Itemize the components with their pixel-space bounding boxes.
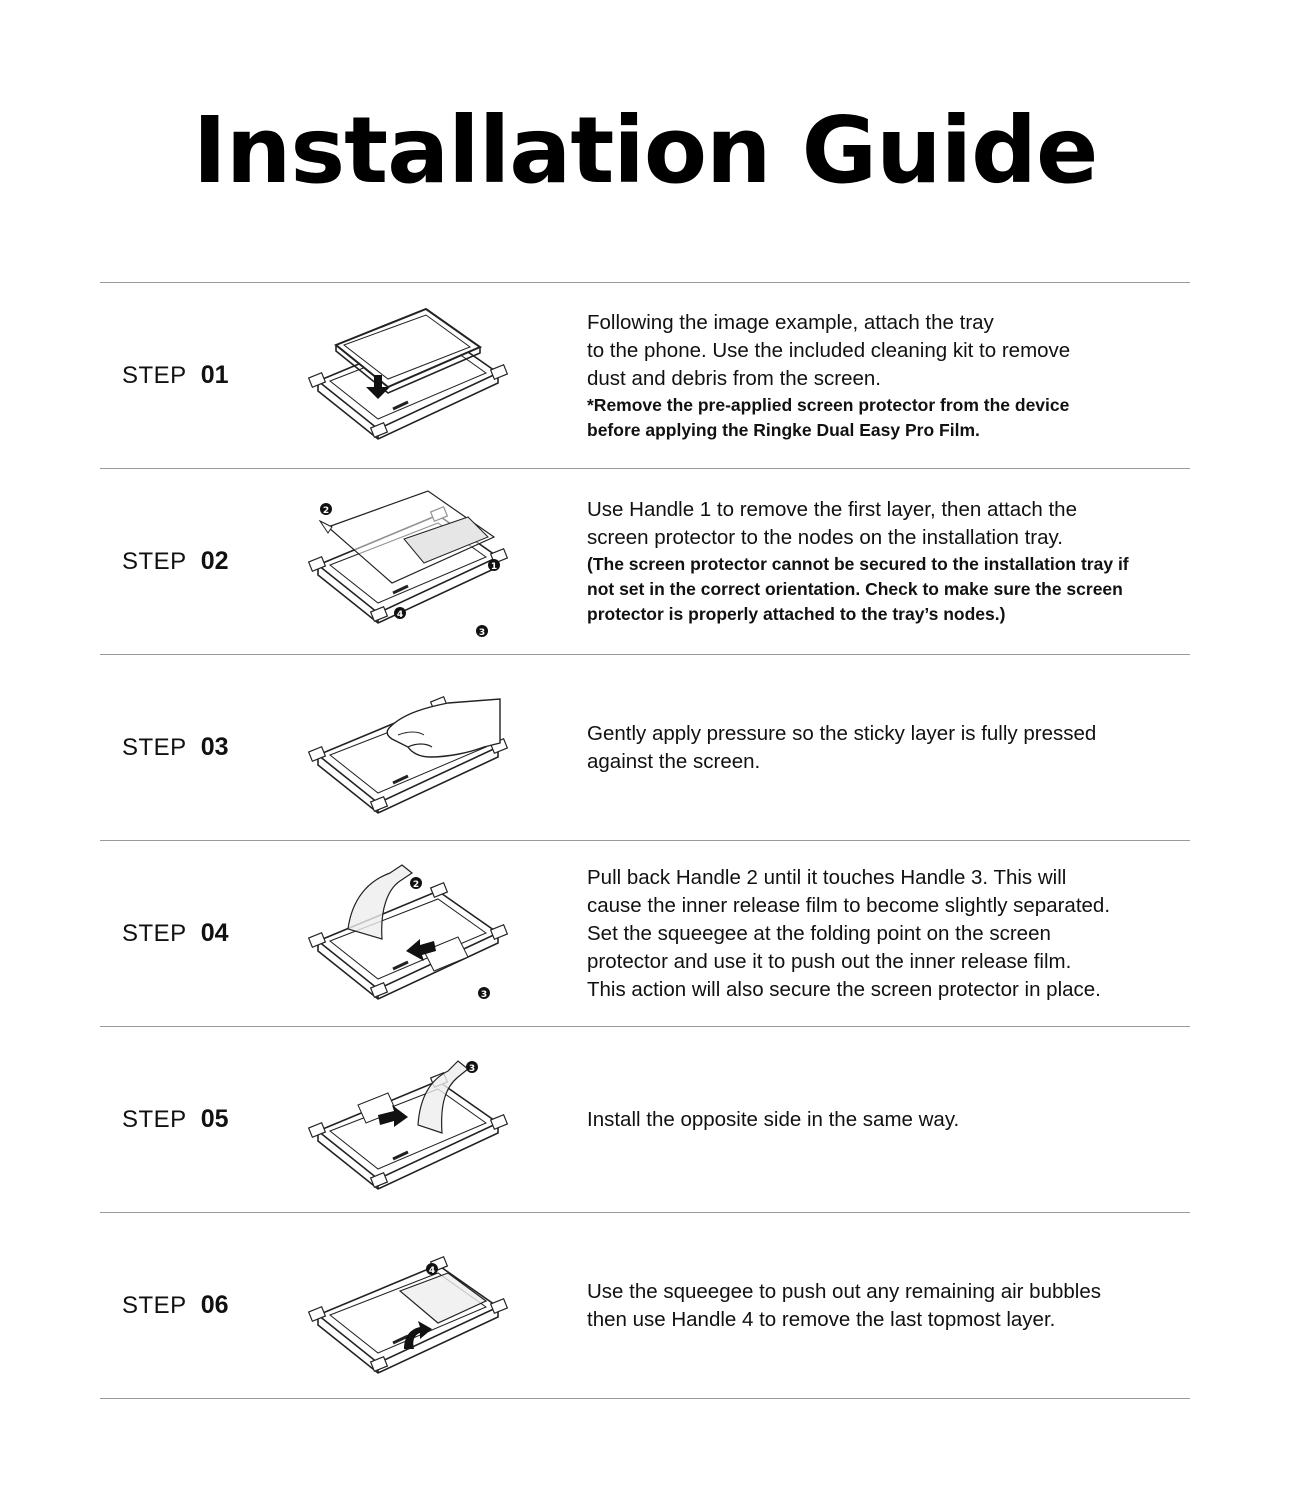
step-number: 04 (200, 919, 229, 947)
description-line: Use the squeegee to push out any remaining air bubbles (587, 1279, 1101, 1303)
description-line: Set the squeegee at the folding point on the screen (587, 921, 1051, 945)
step-word: STEP (122, 1105, 187, 1133)
step-04 (100, 840, 1190, 1026)
step-label (122, 1027, 229, 1212)
steps-list (100, 282, 1190, 1399)
step-02-illustration (308, 487, 508, 637)
step-word: STEP (122, 547, 187, 575)
step-06-illustration (308, 1231, 508, 1381)
marker-badge (466, 1061, 478, 1074)
step-04-illustration (308, 859, 508, 1009)
marker-badge (478, 987, 490, 1000)
marker-badge (476, 625, 488, 637)
description-note: *Remove the pre-applied screen protector from the device (587, 394, 1070, 415)
step-01-illustration (308, 301, 508, 451)
step-number: 05 (200, 1105, 229, 1133)
step-label (122, 1213, 229, 1398)
step-word: STEP (122, 733, 187, 761)
marker-badge (410, 877, 422, 890)
description-line: Pull back Handle 2 until it touches Handle 3. This will (587, 865, 1067, 889)
description-line: screen protector to the nodes on the installation tray. (587, 526, 1063, 549)
description-note: (The screen protector cannot be secured to the installation tray if (587, 554, 1129, 574)
step-02 (100, 468, 1190, 654)
description-line: Use Handle 1 to remove the first layer, then attach the (587, 498, 1077, 521)
step-03-illustration (308, 673, 508, 823)
step-number: 02 (200, 547, 229, 575)
step-number: 03 (200, 733, 229, 761)
step-number: 06 (200, 1291, 229, 1319)
step-word: STEP (122, 361, 187, 389)
page-title: Installation Guide (192, 97, 1098, 204)
step-03 (100, 654, 1190, 840)
description-line: against the screen. (587, 749, 761, 773)
step-description (587, 1027, 1177, 1212)
step-word: STEP (122, 919, 187, 947)
step-description (587, 841, 1177, 1026)
svg-text:2: 2 (322, 506, 330, 516)
step-description (587, 1213, 1177, 1398)
step-description (587, 283, 1177, 468)
step-label (122, 841, 229, 1026)
description-line: Install the opposite side in the same way. (587, 1107, 960, 1131)
svg-text:1: 1 (490, 562, 498, 572)
step-description (587, 655, 1177, 840)
step-description (587, 469, 1177, 654)
step-number: 01 (200, 361, 229, 389)
description-line: cause the inner release film to become slightly separated. (587, 893, 1111, 917)
description-note: before applying the Ringke Dual Easy Pro Film. (587, 419, 980, 440)
marker-badge (320, 503, 332, 516)
step-05 (100, 1026, 1190, 1212)
step-word: STEP (122, 1291, 187, 1319)
description-line: dust and debris from the screen. (587, 366, 881, 390)
step-01 (100, 282, 1190, 468)
step-label (122, 655, 229, 840)
description-note: protector is properly attached to the tray’s nodes.) (587, 604, 1006, 624)
description-line: then use Handle 4 to remove the last topmost layer. (587, 1307, 1056, 1331)
svg-text:4: 4 (396, 610, 404, 620)
svg-text:3: 3 (468, 1064, 476, 1074)
step-label (122, 469, 229, 654)
description-line: Following the image example, attach the tray (587, 310, 994, 334)
description-line: to the phone. Use the included cleaning kit to remove (587, 338, 1071, 362)
marker-badge (394, 607, 406, 620)
description-line: Gently apply pressure so the sticky layer is fully pressed (587, 721, 1097, 745)
svg-text:3: 3 (480, 990, 488, 1000)
step-label (122, 283, 229, 468)
svg-text:3: 3 (478, 628, 486, 637)
step-05-illustration (308, 1045, 508, 1195)
description-note: not set in the correct orientation. Check to make sure the screen (587, 579, 1123, 599)
description-line: protector and use it to push out the inner release film. (587, 949, 1072, 973)
svg-text:4: 4 (428, 1266, 436, 1276)
description-line: This action will also secure the screen protector in place. (587, 977, 1101, 1001)
step-06 (100, 1212, 1190, 1399)
svg-text:2: 2 (412, 880, 420, 890)
